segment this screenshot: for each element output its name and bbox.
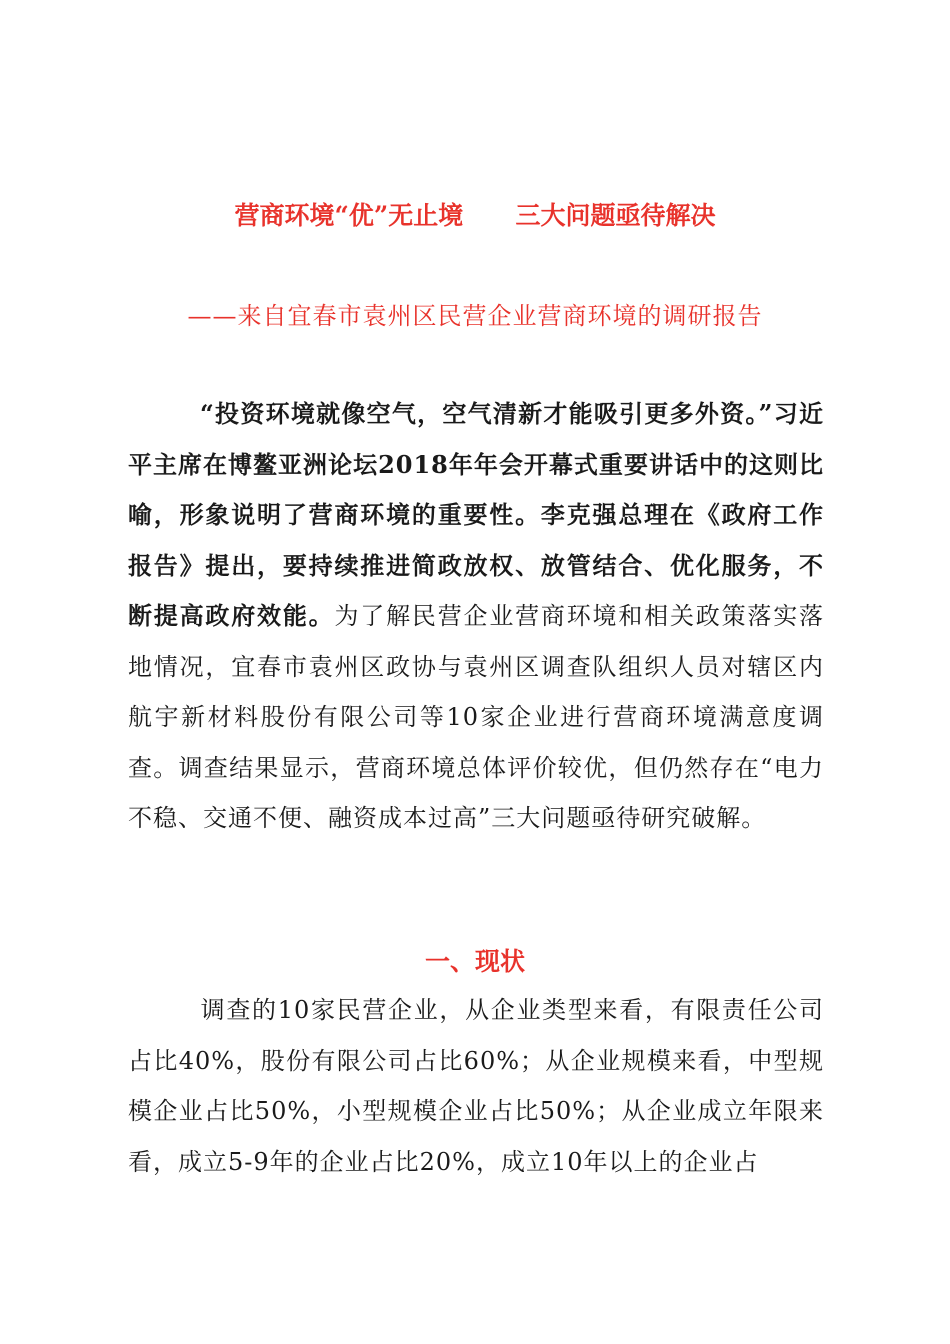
intro-quote: “投资环境就像空气，空气清新才能吸引更多外资。”	[200, 399, 774, 428]
section-1-paragraph	[128, 985, 824, 1187]
section-1-text: 调查的10家民营企业，从企业类型来看，有限责任公司占比40%，股份有限公司占比60%；从企业规模来看，中型规模企业占比50%，小型规模企业占比50%；从企业成立年限来看，成立5-9年的企业占比20%，成立10年以上的企业占	[128, 996, 824, 1176]
section-heading-1: 一、现状	[424, 947, 525, 976]
intro-normal-text: 为了解民营企业营商环境和相关政策落实落地情况，宜春市袁州区政协与袁州区调查队组织人员对辖区内航宇新材料股份有限公司等10家企业进行营商环境满意度调查。调查结果显示，营商环境总体评价较优，但仍然存在“电力不稳、交通不便、融资成本过高”三大问题亟待研究破解。	[128, 602, 825, 832]
document-subtitle: ——来自宜春市袁州区民营企业营商环境的调研报告	[187, 302, 763, 330]
intro-bold-text: 习近平主席在博鳌亚洲论坛2018年年会开幕式重要讲话中的这则比喻，形象说明了营商环境的重要性。李克强总理在《政府工作报告》提出，要持续推进简政放权、放管结合、优化服务，不断提高政府效能。	[128, 399, 825, 630]
intro-paragraph	[128, 389, 824, 844]
document-title: 营商环境“优”无止境 三大问题亟待解决	[234, 201, 716, 230]
